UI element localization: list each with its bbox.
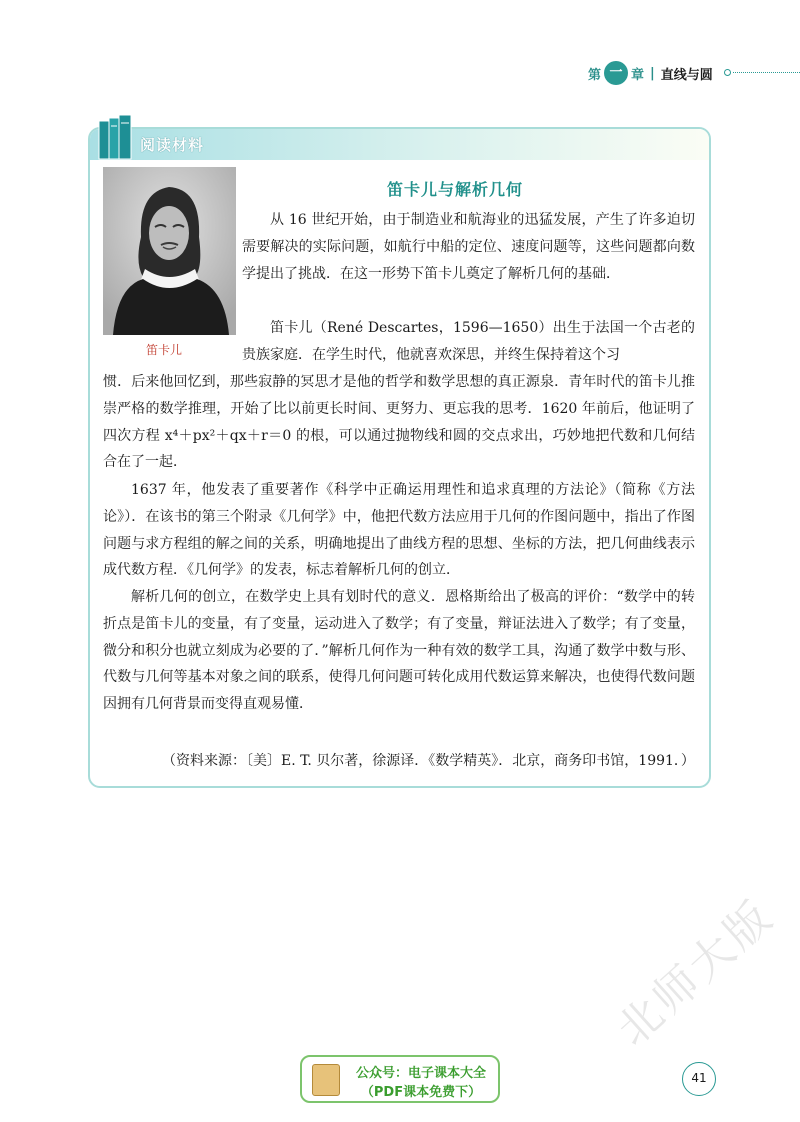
paragraph-4: 解析几何的创立，在数学史上具有划时代的意义．恩格斯给出了极高的评价：“数学中的转折点是笛卡儿的变量，有了变量，运动进入了数学；有了变量，辩证法进入了数学；有了变量，微分和积分也就立刻成为必要的了．”解析几何作为一种有效的数学工具，沟通了数学中数与形、代数与几何等基本对象之间的联系，使得几何问题可转化成用代数运算来解决，也使得代数问题因拥有几何背景而变得直观易懂． [103, 589, 695, 713]
paragraph-3: 1637 年，他发表了重要著作《科学中正确运用理性和追求真理的方法论》（简称《方法论》）．在该书的第三个附录《几何学》中，他把代数方法应用于几何的作图问题中，指出了作图问题与求方程组的解之间的关系，明确地提出了曲线方程的思想、坐标的方法，把几何曲线表示成代数方程．《几何学》的发表，标志着解析几何的创立． [103, 482, 695, 579]
chapter-title: 直线与圆 [660, 67, 713, 83]
books-icon [97, 113, 139, 161]
header-separator: | [650, 65, 655, 81]
book-logo-icon [312, 1064, 340, 1096]
chapter-suffix: 章 [631, 67, 645, 83]
header-dot-ornament [724, 69, 731, 76]
reading-label: 阅读材料 [140, 136, 205, 154]
chapter-header [588, 60, 713, 86]
publisher-watermark: 北师大版 [607, 889, 785, 1057]
promo-line-2: （PDF课本免费下） [360, 1085, 482, 1100]
chapter-prefix: 第 [588, 67, 602, 83]
reading-header-bar [90, 129, 709, 160]
promo-badge [300, 1055, 500, 1103]
promo-line-1: 公众号：电子课本大全 [355, 1066, 486, 1081]
paragraph-2-continued: 惯．后来他回忆到，那些寂静的冥思才是他的哲学和数学思想的真正源泉．青年时代的笛卡儿推崇严格的数学推理，开始了比以前更长时间、更努力、更忘我的思考．1620 年前后，他证明了四次方程 x⁴＋px²＋qx＋r＝0 的根，可以通过抛物线和圆的交点求出，巧妙地把代数和几何结合在了一起． [103, 374, 695, 471]
chapter-number-badge: 一 [604, 61, 628, 85]
article-title: 笛卡儿与解析几何 [386, 180, 523, 199]
paragraph-1: 从 16 世纪开始，由于制造业和航海业的迅猛发展，产生了许多迫切需要解决的实际问题，如航行中船的定位、速度问题等，这些问题都向数学提出了挑战．在这一形势下笛卡儿奠定了解析几何的基础． [242, 212, 695, 282]
source-citation: （资料来源：〔美〕E. T. 贝尔著，徐源译．《数学精英》．北京，商务印书馆，1991．） [162, 753, 695, 769]
paragraph-2-start: 笛卡儿（René Descartes，1596—1650）出生于法国一个古老的贵族家庭．在学生时代，他就喜欢深思，并终生保持着这个习 [242, 320, 695, 363]
page-number: 41 [682, 1062, 716, 1096]
portrait-caption: 笛卡儿 [146, 343, 183, 357]
descartes-portrait [103, 167, 236, 335]
header-dotted-line [733, 72, 800, 73]
